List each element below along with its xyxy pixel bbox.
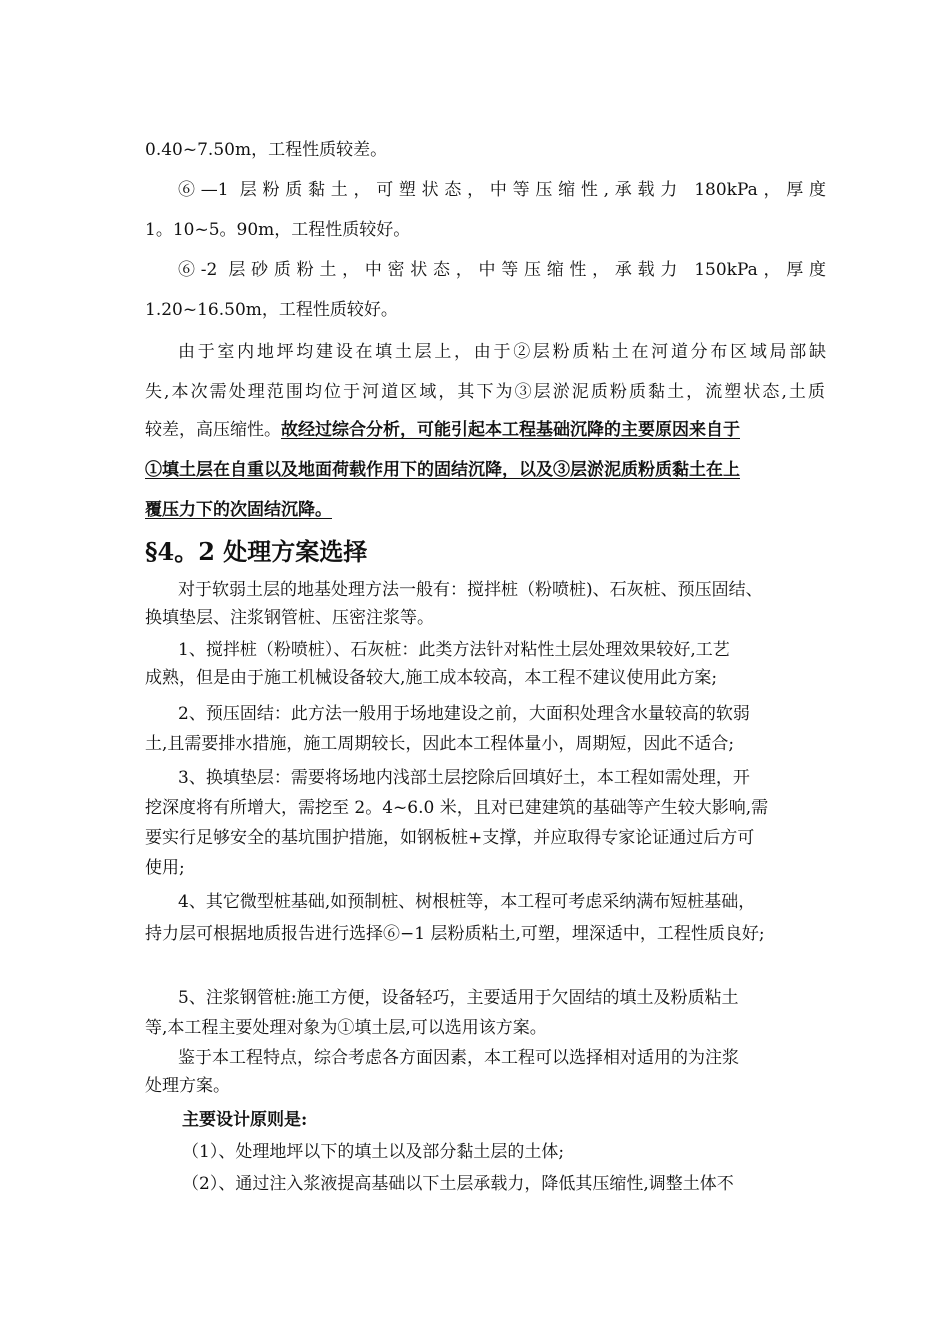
text-line: 换填垫层、注浆钢管桩、压密注浆等。 — [145, 608, 434, 628]
text-run: 较差，高压缩性。 — [145, 420, 281, 440]
principle-item-1: （1）、处理地坪以下的填土以及部分黏土层的土体; — [182, 1142, 565, 1162]
method-item-3: 3、换填垫层：需要将场地内浅部土层挖除后回填好土，本工程如需处理，开 — [178, 768, 750, 788]
method-item-2: 2、预压固结：此方法一般用于场地建设之前，大面积处理含水量较高的软弱 — [178, 704, 750, 724]
method-item-4: 4、其它微型桩基础,如预制桩、树根桩等，本工程可考虑采纳满布短桩基础， — [178, 892, 756, 912]
emphasis-text: ①填土层在自重以及地面荷载作用下的固结沉降，以及③层淤泥质粉质黏土在上 — [145, 460, 740, 480]
principles-title: 主要设计原则是: — [182, 1110, 308, 1130]
text-line: 0.40~7.50m，工程性质较差。 — [145, 140, 388, 160]
conclusion-paragraph: 鉴于本工程特点，综合考虑各方面因素，本工程可以选择相对适用的为注浆 — [178, 1048, 739, 1068]
method-item-1: 1、搅拌桩（粉喷桩）、石灰桩：此类方法针对粘性土层处理效果较好,工艺 — [178, 640, 730, 660]
intro-paragraph: 对于软弱土层的地基处理方法一般有：搅拌桩（粉喷桩)、石灰桩、预压固结、 — [178, 580, 763, 600]
layer-6-1-description: ⑥—1 层粉质黏土，可塑状态，中等压缩性,承载力 180kPa，厚度 — [178, 180, 826, 200]
analysis-paragraph: 由于室内地坪均建设在填土层上，由于②层粉质粘土在河道分布区域局部缺 — [178, 342, 826, 362]
text-line: 1.20~16.50m，工程性质较好。 — [145, 300, 398, 320]
text-line: 挖深度将有所增大，需挖至 2。4~6.0 米，且对已建建筑的基础等产生较大影响,需 — [145, 798, 769, 818]
text-line: 使用; — [145, 858, 185, 878]
principle-item-2: （2）、通过注入浆液提高基础以下土层承载力，降低其压缩性,调整土体不 — [182, 1174, 734, 1194]
text-line: 土,且需要排水措施，施工周期较长，因此本工程体量小，周期短，因此不适合; — [145, 734, 735, 754]
text-line: 成熟，但是由于施工机械设备较大,施工成本较高，本工程不建议使用此方案; — [145, 668, 718, 688]
text-line: 失,本次需处理范围均位于河道区域，其下为③层淤泥质粉质黏土，流塑状态,土质 — [145, 382, 825, 402]
text-line: 等,本工程主要处理对象为①填土层,可以选用该方案。 — [145, 1018, 547, 1038]
emphasis-text: 故经过综合分析，可能引起本工程基础沉降的主要原因来自于 — [281, 420, 740, 440]
layer-6-2-description: ⑥-2 层砂质粉土，中密状态，中等压缩性，承载力 150kPa，厚度 — [178, 260, 826, 280]
text-line: 要实行足够安全的基坑围护措施，如钢板桩+支撑，并应取得专家论证通过后方可 — [145, 828, 755, 848]
text-line: 持力层可根据地质报告进行选择⑥−1 层粉质粘土,可塑，埋深适中，工程性质良好; — [145, 924, 765, 944]
text-line: 1。10~5。90m，工程性质较好。 — [145, 220, 411, 240]
text-line — [145, 418, 825, 442]
section-heading: §4。2 处理方案选择 — [145, 537, 368, 566]
text-line: 处理方案。 — [145, 1076, 230, 1096]
emphasis-text: 覆压力下的次固结沉降。 — [145, 500, 332, 520]
method-item-5: 5、注浆钢管桩:施工方便，设备轻巧，主要适用于欠固结的填土及粉质粘土 — [178, 988, 739, 1008]
